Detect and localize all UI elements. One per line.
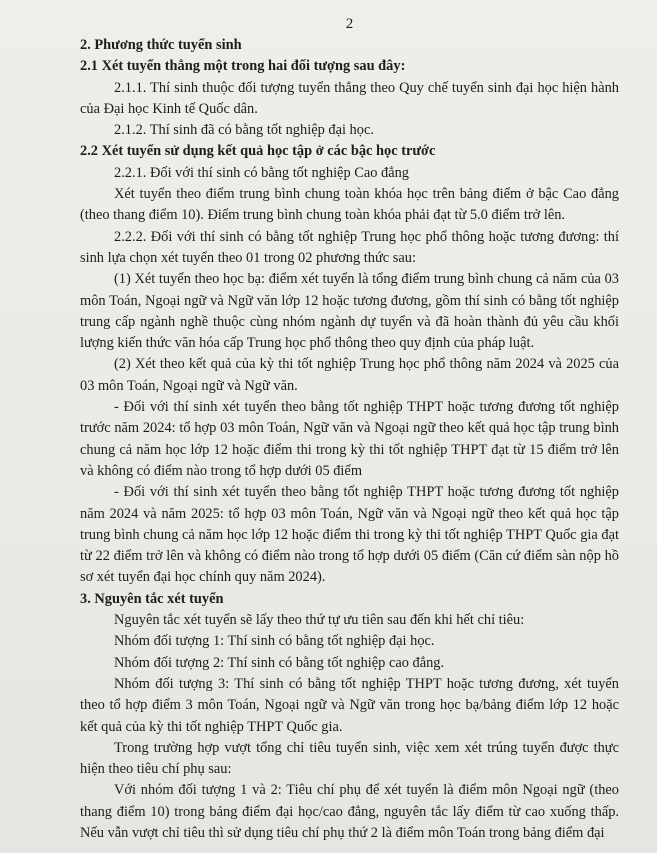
section-heading: 2.1 Xét tuyển thẳng một trong hai đối tượng sau đây: xyxy=(80,58,406,75)
paragraph: (1) Xét tuyển theo học bạ: điểm xét tuyển là tổng điểm trung bình chung cả năm của 03 môn Toán, Ngoại ngữ và Ngữ văn lớp 12 hoặc tương đương, gồm thí sinh có bằng tốt nghiệp trung cấp ngành nghề thuộc cùng nhóm ngành dự tuyển và đã hoàn thành đủ yêu cầu khối lượng kiến thức văn hóa cấp Trung học phổ thông theo quy định của pháp luật. xyxy=(80,271,619,352)
paragraph: 2.1.1. Thí sinh thuộc đối tượng tuyển thẳng theo Quy chế tuyển sinh đại học hiện hành của Đại học Kinh tế Quốc dân. xyxy=(80,79,619,117)
paragraph: (2) Xét theo kết quả của kỳ thi tốt nghiệp Trung học phổ thông năm 2024 và 2025 của 03 môn Toán, Ngoại ngữ và Ngữ văn. xyxy=(80,356,619,394)
paragraph: 2.2.2. Đối với thí sinh có bằng tốt nghiệp Trung học phổ thông hoặc tương đương: thí sinh lựa chọn xét tuyển theo 01 trong 02 phương thức sau: xyxy=(80,228,619,266)
section-heading: 2. Phương thức tuyển sinh xyxy=(80,37,242,53)
paragraph: - Đối với thí sinh xét tuyển theo bằng tốt nghiệp THPT hoặc tương đương tốt nghiệp trước năm 2024: tổ hợp 03 môn Toán, Ngữ văn và Ngoại ngữ theo kết quả học tập trung bình chung cả năm học lớp 12 hoặc điểm thi trong kỳ thi tốt nghiệp THPT đạt từ 15 điểm trở lên và không có điểm nào trong tổ hợp dưới 05 điểm xyxy=(80,399,619,479)
paragraph: Nguyên tắc xét tuyển sẽ lấy theo thứ tự ưu tiên sau đến khi hết chỉ tiêu: xyxy=(114,612,525,629)
document-body xyxy=(80,35,619,844)
paragraph: Với nhóm đối tượng 1 và 2: Tiêu chí phụ để xét tuyển là điểm môn Ngoại ngữ (theo thang điểm 10) trong bảng điểm đại học/cao đẳng, nguyên tắc lấy điểm từ cao xuống thấp. Nếu vẫn vượt chỉ tiêu thì sử dụng tiêu chí phụ thứ 2 là điểm môn Toán trong bảng điểm đại xyxy=(80,782,619,841)
paragraph: Nhóm đối tượng 1: Thí sinh có bằng tốt nghiệp đại học. xyxy=(114,633,435,650)
paragraph: Nhóm đối tượng 3: Thí sinh có bằng tốt nghiệp THPT hoặc tương đương, xét tuyển theo tổ hợp điểm 3 môn Toán, Ngoại ngữ và Ngữ văn trong học bạ/bảng điểm lớp 12 hoặc kết quả của kỳ thi tốt nghiệp THPT Quốc gia. xyxy=(80,675,619,735)
paragraph: Trong trường hợp vượt tổng chỉ tiêu tuyển sinh, việc xem xét trúng tuyển được thực hiện theo tiêu chí phụ sau: xyxy=(80,739,619,778)
section-heading: 2.2 Xét tuyển sử dụng kết quả học tập ở các bậc học trước xyxy=(80,143,436,160)
paragraph: Nhóm đối tượng 2: Thí sinh có bằng tốt nghiệp cao đẳng. xyxy=(114,654,445,671)
page-number: 2 xyxy=(345,16,354,32)
paragraph: 2.2.1. Đối với thí sinh có bằng tốt nghiệp Cao đẳng xyxy=(114,164,409,181)
section-heading: 3. Nguyên tắc xét tuyển xyxy=(80,590,224,607)
paragraph: 2.1.2. Thí sinh đã có bằng tốt nghiệp đại học. xyxy=(114,122,374,139)
paragraph: Xét tuyển theo điểm trung bình chung toàn khóa học trên bảng điểm ở bậc Cao đẳng (theo thang điểm 10). Điểm trung bình chung toàn khóa phải đạt từ 5.0 điểm trở lên. xyxy=(80,186,619,224)
paragraph: - Đối với thí sinh xét tuyển theo bằng tốt nghiệp THPT hoặc tương đương tốt nghiệp năm 2024 và năm 2025: tổ hợp 03 môn Toán, Ngữ văn và Ngoại ngữ theo kết quả học tập trung bình chung cả năm học lớp 12 hoặc điểm thi trong kỳ thi tốt nghiệp THPT Quốc gia đạt từ 22 điểm trở lên và không có điểm nào trong tổ hợp dưới 05 điểm (Căn cứ điểm sàn nộp hồ sơ xét tuyển đại học chính quy năm 2024). xyxy=(80,484,619,586)
